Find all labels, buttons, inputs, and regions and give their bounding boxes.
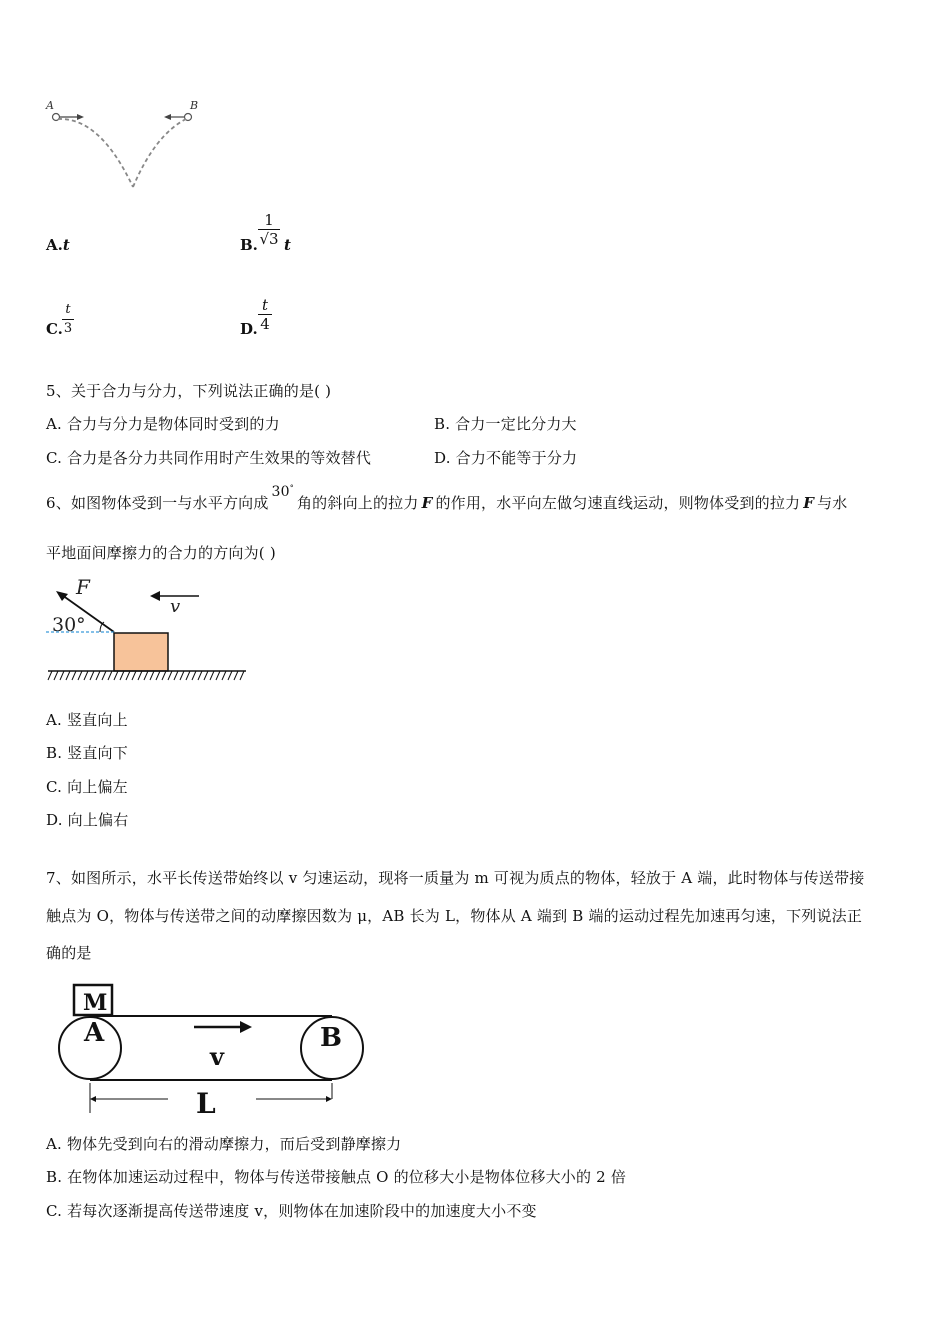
q6-stem-part1: 6、如图物体受到一与水平方向成 bbox=[46, 494, 269, 512]
q6-stem-line1 bbox=[46, 483, 848, 513]
q4-option-b-numerator: 1 bbox=[264, 211, 274, 229]
q6-fig-velocity-label: v bbox=[170, 596, 181, 617]
q4-option-b-var: t bbox=[284, 236, 291, 254]
q4-option-b-fraction bbox=[258, 212, 280, 247]
q4-option-b-denominator: √3 bbox=[259, 230, 279, 248]
q6-option-c[interactable]: C. 向上偏左 bbox=[46, 778, 128, 796]
q4-option-c-label: C. bbox=[46, 320, 63, 338]
q5-option-a[interactable]: A. 合力与分力是物体同时受到的力 bbox=[46, 415, 280, 433]
q4-option-d[interactable] bbox=[240, 320, 258, 338]
q4-option-d-denominator: 4 bbox=[260, 315, 270, 333]
q7-option-b[interactable]: B. 在物体加速运动过程中，物体与传送带接触点 O 的位移大小是物体位移大小的 2 倍 bbox=[46, 1168, 627, 1186]
q4-option-d-fraction bbox=[258, 297, 272, 332]
q6-force-figure bbox=[44, 570, 254, 690]
q4-option-b-label: B. bbox=[240, 236, 258, 254]
q7-fig-length: L bbox=[196, 1087, 216, 1120]
q4-fig-label-a: A bbox=[46, 99, 54, 112]
q6-fig-angle-label: 30° bbox=[52, 614, 86, 636]
q6-option-a[interactable]: A. 竖直向上 bbox=[46, 711, 128, 729]
q6-stem-line2: 平地面间摩擦力的合力的方向为( ) bbox=[46, 544, 276, 562]
q7-fig-velocity: v bbox=[210, 1042, 224, 1071]
q6-F1: F bbox=[421, 494, 433, 512]
q6-F2: F bbox=[803, 494, 815, 512]
q4-option-a[interactable] bbox=[46, 236, 70, 254]
q7-fig-block-label: M bbox=[83, 990, 108, 1016]
q4-option-c-numerator: t bbox=[65, 302, 71, 317]
q6-angle: 30° bbox=[271, 483, 294, 500]
q4-trajectory-figure bbox=[40, 95, 210, 195]
q4-option-a-value: t bbox=[62, 236, 70, 254]
q7-stem-line3: 确的是 bbox=[46, 944, 92, 962]
q6-option-b[interactable]: B. 竖直向下 bbox=[46, 744, 128, 762]
q6-stem-part2: 角的斜向上的拉力 bbox=[296, 494, 419, 512]
q4-option-b-radicand: 3 bbox=[269, 230, 279, 248]
q6-block bbox=[114, 633, 168, 671]
q4-option-d-numerator: t bbox=[261, 296, 269, 314]
q6-fig-force-label: F bbox=[76, 575, 90, 599]
q5-option-d[interactable]: D. 合力不能等于分力 bbox=[434, 449, 578, 467]
q5-option-b[interactable]: B. 合力一定比分力大 bbox=[434, 415, 577, 433]
q7-stem-line1: 7、如图所示，水平长传送带始终以 v 匀速运动，现将一质量为 m 可视为质点的物体，轻放于 A 端，此时物体与传送带接 bbox=[46, 869, 865, 887]
q7-fig-end-a: A bbox=[84, 1018, 105, 1048]
q7-conveyor-figure bbox=[50, 983, 370, 1121]
q4-option-c-fraction bbox=[62, 302, 74, 337]
q6-stem-part4: 与水 bbox=[817, 494, 848, 512]
q7-option-a[interactable]: A. 物体先受到向右的滑动摩擦力，而后受到静摩擦力 bbox=[46, 1135, 402, 1153]
q6-option-d[interactable]: D. 向上偏右 bbox=[46, 811, 129, 829]
q5-option-c[interactable]: C. 合力是各分力共同作用时产生效果的等效替代 bbox=[46, 449, 372, 467]
q7-fig-end-b: B bbox=[320, 1023, 342, 1053]
q4-option-c-denominator: 3 bbox=[63, 321, 73, 336]
q4-option-d-label: D. bbox=[240, 320, 258, 338]
q5-stem: 5、关于合力与分力，下列说法正确的是( ) bbox=[46, 382, 332, 400]
q4-fig-label-b: B bbox=[190, 99, 199, 112]
q7-stem-line2: 触点为 O，物体与传送带之间的动摩擦因数为 μ，AB 长为 L，物体从 A 端到 B 端的运动过程先加速再匀速，下列说法正 bbox=[46, 907, 863, 925]
q4-option-c[interactable] bbox=[46, 320, 63, 338]
q6-stem-part3: 的作用，水平向左做匀速直线运动，则物体受到的拉力 bbox=[435, 494, 801, 512]
q4-option-a-label: A. bbox=[46, 236, 63, 254]
q7-option-c[interactable]: C. 若每次逐渐提高传送带速度 v，则物体在加速阶段中的加速度大小不变 bbox=[46, 1202, 537, 1220]
